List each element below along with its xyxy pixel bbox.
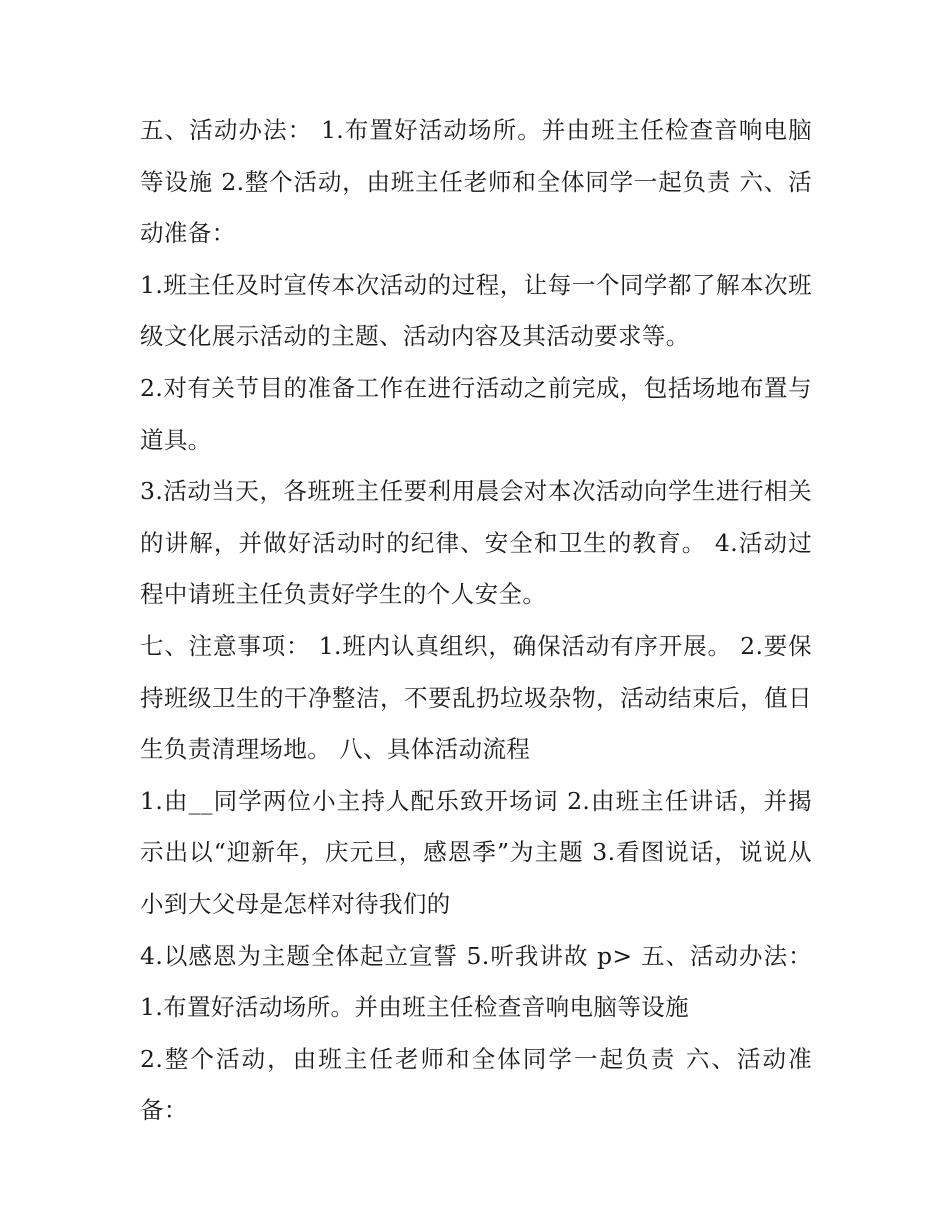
paragraph-flow-4-5: 4.以感恩为主题全体起立宣誓 5.听我讲故 p> 五、活动办法： 1.布置好活动场所。并由班主任检查音响电脑等设施 [140, 941, 812, 1022]
paragraph-flow-1-3: 1.由__同学两位小主持人配乐致开场词 2.由班主任讲话，并揭示出以“迎新年，庆元旦，感恩季”为主题 3.看图说话，说说从小到大父母是怎样对待我们的 [140, 786, 812, 918]
paragraph-notes: 七、注意事项： 1.班内认真组织，确保活动有序开展。 2.要保持班级卫生的干净整洁，不要乱扔垃圾杂物，活动结束后，值日生负责清理场地。 八、具体活动流程 [140, 631, 812, 764]
paragraph-prep-item-1: 1.班主任及时宣传本次活动的过程，让每一个同学都了解本次班级文化展示活动的主题、活动内容及其活动要求等。 [140, 270, 812, 351]
paragraph-prep-item-2: 2.对有关节目的准备工作在进行活动之前完成，包括场地布置与道具。 [140, 373, 812, 454]
paragraph-repeat-methods: 2.整个活动，由班主任老师和全体同学一起负责 六、活动准备： [140, 1044, 812, 1125]
paragraph-activity-methods: 五、活动办法： 1.布置好活动场所。并由班主任检查音响电脑等设施 2.整个活动，由班主任老师和全体同学一起负责 六、活动准备： [140, 116, 812, 248]
document-body [140, 105, 812, 1137]
paragraph-prep-item-3-4: 3.活动当天，各班班主任要利用晨会对本次活动向学生进行相关的讲解，并做好活动时的纪律、安全和卫生的教育。 4.活动过程中请班主任负责好学生的个人安全。 [140, 477, 812, 609]
